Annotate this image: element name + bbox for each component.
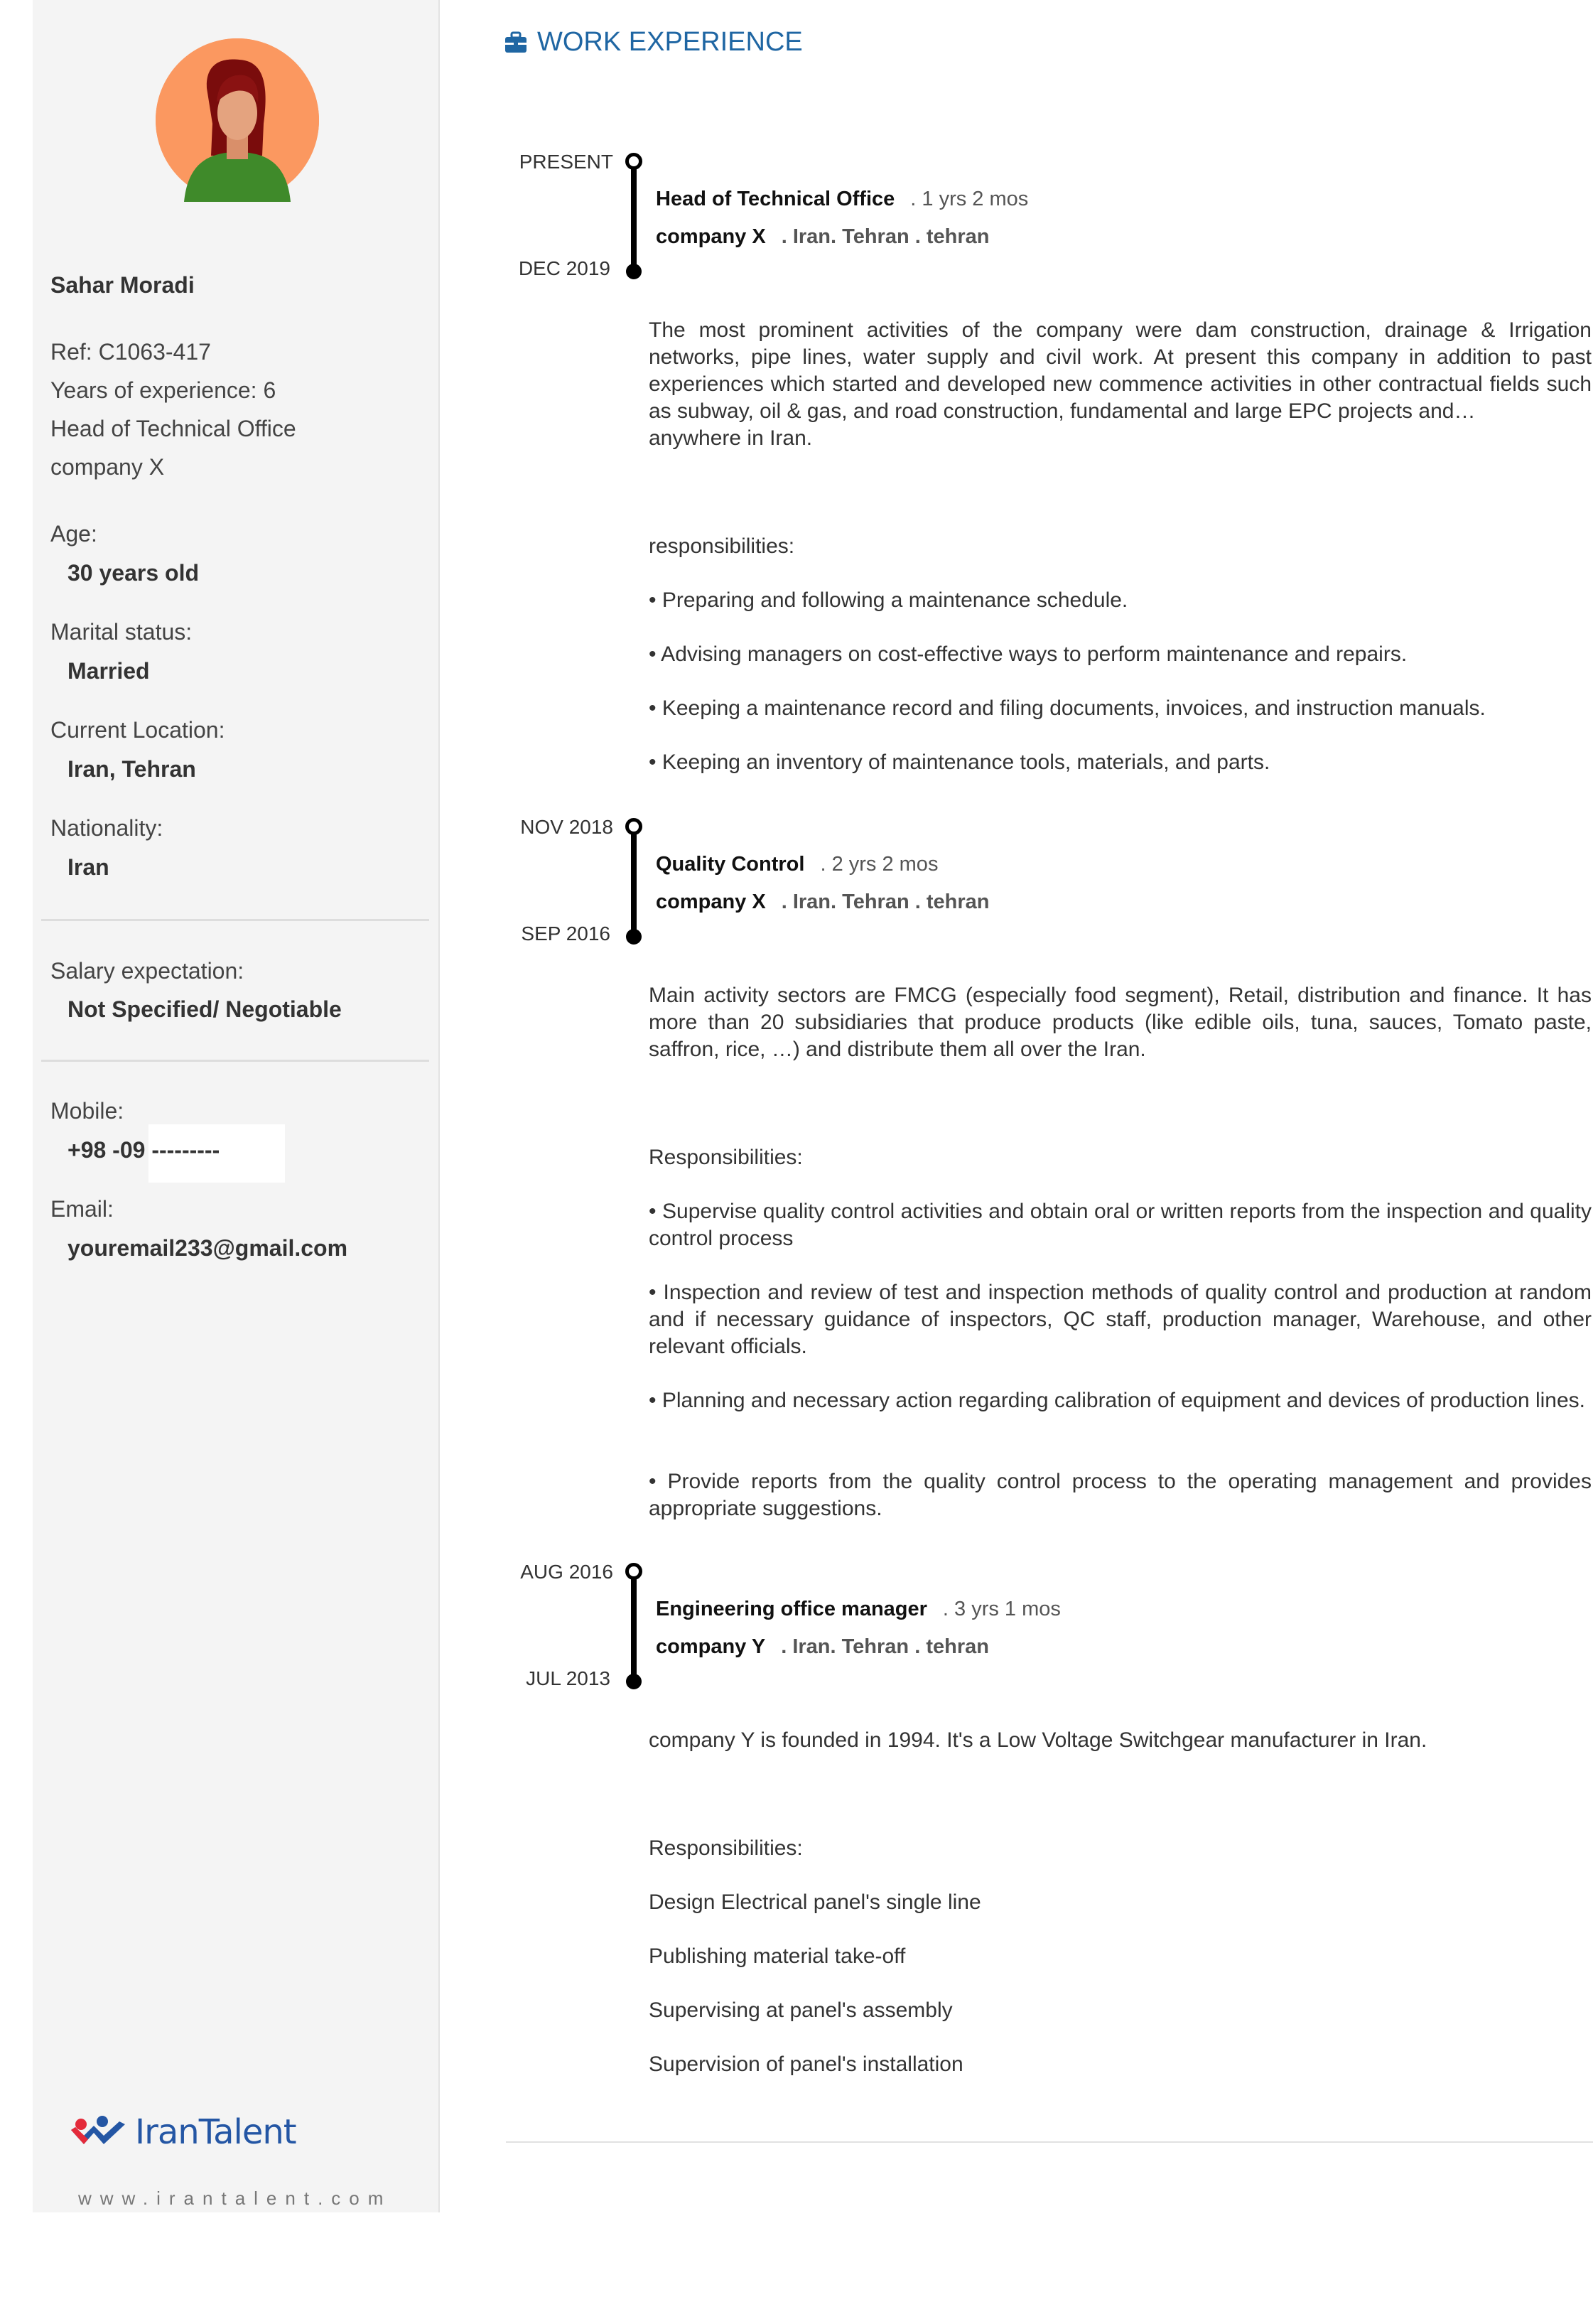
timeline-dot-end [625,153,642,170]
responsibility-item: Design Electrical panel's single line [649,1890,981,1914]
avatar [156,38,319,202]
timeline-line [631,1568,637,1682]
salary-label: Salary expectation: [50,958,244,984]
responsibility-item: Supervision of panel's installation [649,2053,963,2076]
job-start-date: DEC 2019 [518,257,610,279]
email-value: youremail233@gmail.com [68,1235,348,1261]
responsibility-item: Publishing material take-off [649,1944,906,1968]
timeline-dot-start [626,264,642,279]
timeline-dot-end [625,1563,642,1580]
job-title-text: Quality Control [656,853,805,876]
female-avatar-icon [156,38,319,202]
job-end-date: NOV 2018 [520,816,613,838]
timeline-line [631,158,637,271]
job-end-date: PRESENT [519,151,613,173]
current-position: Head of Technical Office [50,416,296,441]
timeline-line [631,823,637,937]
responsibilities-label: Responsibilities: [649,1146,803,1169]
salary-value: Not Specified/ Negotiable [68,996,342,1022]
responsibility-item: • Provide reports from the quality control process to the operating management and provides appropriate suggestions. [649,1470,1592,1520]
responsibility-item: • Preparing and following a maintenance schedule. [649,588,1128,612]
job-duration: . 3 yrs 1 mos [942,1598,1061,1620]
job-duration: . 2 yrs 2 mos [820,853,939,876]
job-start-date: JUL 2013 [526,1667,610,1689]
responsibilities-label: responsibilities: [649,534,795,558]
job-title [656,853,938,876]
irantalent-logo [70,2112,296,2152]
marital-status-value: Married [68,658,150,684]
timeline-dot-start [626,1674,642,1689]
job-title [656,188,1028,211]
job-start-date: SEP 2016 [521,922,610,945]
marital-status-label: Marital status: [50,619,193,645]
company-location: . Iran. Tehran . tehran [781,225,990,248]
company-location: . Iran. Tehran . tehran [781,1635,989,1658]
job-company [656,1635,989,1659]
candidate-name: Sahar Moradi [50,272,195,298]
company-name: company X [656,225,766,248]
website-url: www.irantalent.com [78,2188,392,2209]
email-label: Email: [50,1196,114,1222]
nationality-value: Iran [68,854,109,880]
job-description-tail: anywhere in Iran. [649,426,813,450]
company-name: company Y [656,1635,766,1658]
years-of-experience: Years of experience: 6 [50,377,276,403]
job-title-text: Head of Technical Office [656,188,895,210]
logo-text: IranTalent [135,2112,296,2152]
timeline-dot-start [626,929,642,945]
job-company [656,891,989,914]
age-label: Age: [50,521,97,547]
location-value: Iran, Tehran [68,756,196,782]
job-company [656,225,989,249]
reference-code: Ref: C1063-417 [50,339,211,365]
nationality-label: Nationality: [50,815,163,841]
job-end-date: AUG 2016 [520,1561,613,1583]
section-title: WORK EXPERIENCE [537,27,803,57]
responsibility-item: • Advising managers on cost-effective ways to perform maintenance and repairs. [649,642,1408,666]
mobile-value: +98 -09 --------- [68,1137,220,1163]
responsibility-item: • Inspection and review of test and inspection methods of quality control and production at random and if necessary guidance of inspectors, QC staff, production manager, Warehouse, and other relevant officials. [649,1281,1592,1358]
footer-divider [506,2141,1593,2143]
job-duration: . 1 yrs 2 mos [910,188,1029,210]
responsibilities-label: Responsibilities: [649,1836,803,1860]
timeline-dot-end [625,818,642,835]
responsibility-item: • Keeping a maintenance record and filing documents, invoices, and instruction manuals. [649,696,1486,720]
job-title [656,1598,1061,1621]
location-label: Current Location: [50,717,225,743]
job-title-text: Engineering office manager [656,1598,927,1620]
responsibility-item: • Supervise quality control activities and obtain oral or written reports from the inspection and quality control process [649,1200,1592,1250]
company-location: . Iran. Tehran . tehran [781,891,990,913]
job-description: The most prominent activities of the company were dam construction, drainage & Irrigation networks, pipe lines, water supply and civil work. At present this company in addition to past experiences which started and developed new commence activities in other contractual fields such as subway, oil & gas, and road construction, fundamental and large EPC projects and… [649,318,1592,423]
profile-sidebar [33,0,440,2212]
mobile-label: Mobile: [50,1098,124,1124]
responsibility-item: Supervising at panel's assembly [649,1998,953,2022]
irantalent-logo-icon [70,2114,134,2150]
section-header [504,27,803,58]
current-company: company X [50,454,165,480]
briefcase-icon [504,32,527,53]
job-description: Main activity sectors are FMCG (especially food segment), Retail, distribution and finance. It has more than 20 subsidiaries that produce products (like edible oils, tuna, sauces, Tomato paste, saffron, rice, …) and distribute them all over the Iran. [649,984,1592,1061]
responsibility-item: • Keeping an inventory of maintenance tools, materials, and parts. [649,751,1270,774]
job-description: company Y is founded in 1994. It's a Low Voltage Switchgear manufacturer in Iran. [649,1728,1427,1752]
sidebar-divider [41,919,429,921]
age-value: 30 years old [68,560,199,586]
company-name: company X [656,891,766,913]
responsibility-item: • Planning and necessary action regarding calibration of equipment and devices of production lines. [649,1389,1585,1412]
sidebar-divider [41,1060,429,1062]
